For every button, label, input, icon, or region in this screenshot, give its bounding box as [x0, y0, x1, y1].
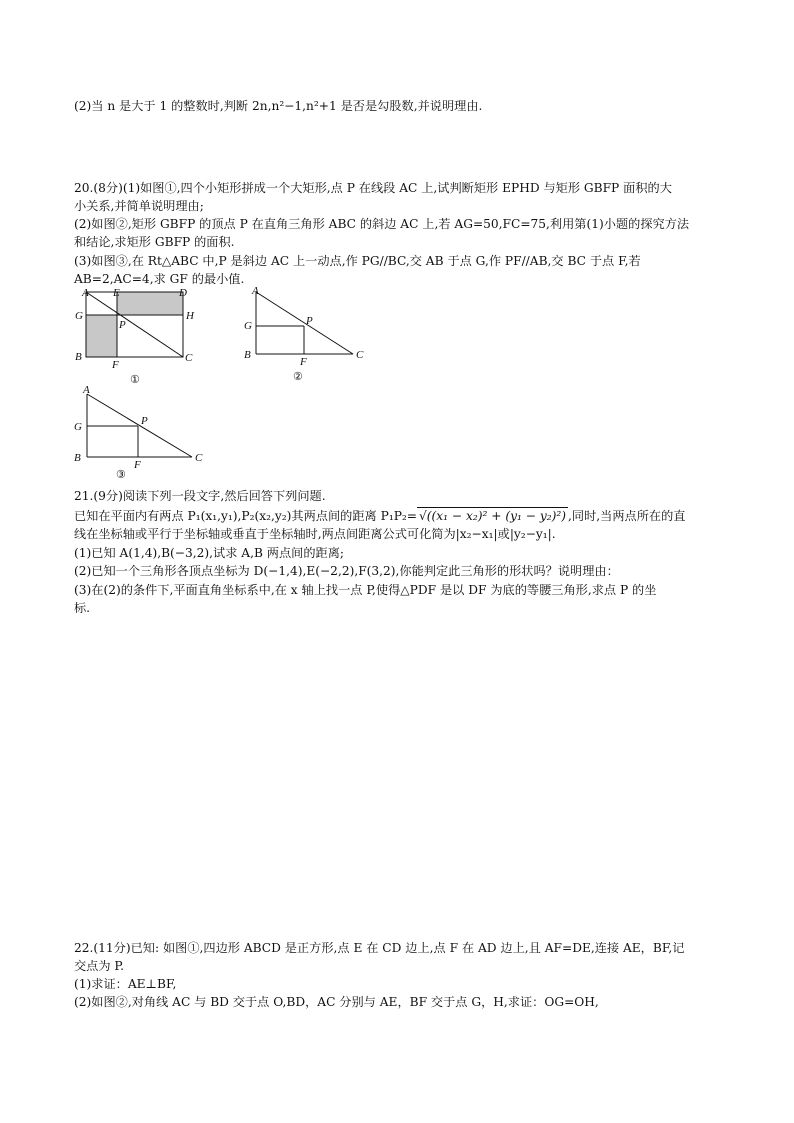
q21-line2 [74, 507, 685, 524]
label-P: P [119, 319, 126, 331]
q20-line2: 小关系,并简单说明理由; [74, 199, 204, 213]
label-C: C [356, 349, 364, 361]
caption-1: ① [130, 374, 140, 386]
q20-line1: 20.(8分)(1)如图①,四个小矩形拼成一个大矩形,点 P 在线段 AC 上,试判断矩形 EPHD 与矩形 GBFP 面积的大 [74, 181, 672, 195]
label-A: A [82, 287, 89, 299]
q22-line2: 交点为 P. [74, 959, 125, 973]
figure-3-drawing [68, 382, 218, 484]
label-B: B [74, 452, 81, 464]
q20-line6: AB=2,AC=4,求 GF 的最小值. [74, 272, 245, 286]
q19-part2: (2)当 n 是大于 1 的整数时,判断 2n,n²−1,n²+1 是否是勾股数,并说明理由. [74, 99, 483, 113]
label-P: P [141, 415, 148, 427]
q21-line4: (1)已知 A(1,4),B(−3,2),试求 A,B 两点间的距离; [74, 546, 344, 560]
q20-line3: (2)如图②,矩形 GBFP 的顶点 P 在直角三角形 ABC 的斜边 AC 上,若 AG=50,FC=75,利用第(1)小题的探究方法 [74, 217, 690, 231]
label-B: B [75, 351, 82, 363]
q21-line2-end: ,同时,当两点所在的直 [568, 509, 686, 523]
label-F: F [112, 359, 119, 371]
q21-line3: 线在坐标轴或平行于坐标轴或垂直于坐标轴时,两点间距离公式可化简为|x₂−x₁|或|y₂−y₁|. [74, 527, 556, 541]
figure-1 [68, 284, 208, 390]
q22-line1: 22.(11分)已知: 如图①,四边形 ABCD 是正方形,点 E 在 CD 边上,点 F 在 AD 边上,且 AF=DE,连接 AE，BF,记 [74, 941, 685, 955]
label-H: H [186, 310, 194, 322]
label-F: F [134, 459, 141, 471]
label-C: C [185, 352, 193, 364]
label-A: A [252, 285, 259, 297]
q21-line6: (3)在(2)的条件下,平面直角坐标系中,在 x 轴上找一点 P,使得△PDF 是以 DF 为底的等腰三角形,求点 P 的坐 [74, 583, 657, 597]
q22-line4: (2)如图②,对角线 AC 与 BD 交于点 O,BD，AC 分别与 AE，BF 交于点 G，H,求证：OG=OH, [74, 995, 599, 1009]
caption-2: ② [293, 371, 303, 383]
label-D: D [179, 287, 187, 299]
figure-3 [68, 382, 218, 484]
q22-line3: (1)求证：AE⊥BF, [74, 977, 177, 991]
q21-line5: (2)已知一个三角形各顶点坐标为 D(−1,4),E(−2,2),F(3,2),你能判定此三角形的形状吗？说明理由： [74, 564, 619, 578]
label-G: G [74, 421, 82, 433]
label-A: A [83, 384, 90, 396]
label-C: C [195, 452, 203, 464]
q20-line4: 和结论,求矩形 GBFP 的面积. [74, 235, 235, 249]
label-B: B [244, 349, 251, 361]
q20-line5: (3)如图③,在 Rt△ABC 中,P 是斜边 AC 上一动点,作 PG//BC,交 AB 于点 G,作 PF//AB,交 BC 于点 F,若 [74, 254, 641, 268]
figure-1-drawing [68, 284, 208, 390]
figure-2-drawing [238, 284, 378, 390]
figure-2 [238, 284, 378, 390]
label-G: G [244, 320, 252, 332]
label-G: G [75, 310, 83, 322]
shaded-rect-ephd [117, 292, 183, 315]
label-F: F [300, 356, 307, 368]
label-E: E [113, 287, 120, 299]
label-P: P [306, 315, 313, 327]
distance-formula: √((x₁ − x₂)² + (y₁ − y₂)²) [419, 509, 567, 523]
q21-line2-start: 已知在平面内有两点 P₁(x₁,y₁),P₂(x₂,y₂)其两点间的距离 P₁P₂= [74, 509, 418, 523]
q21-line7: 标. [74, 601, 91, 615]
q21-line1: 21.(9分)阅读下列一段文字,然后回答下列问题. [74, 489, 326, 503]
shaded-rect-gbfp [86, 315, 117, 357]
caption-3: ③ [116, 469, 126, 481]
